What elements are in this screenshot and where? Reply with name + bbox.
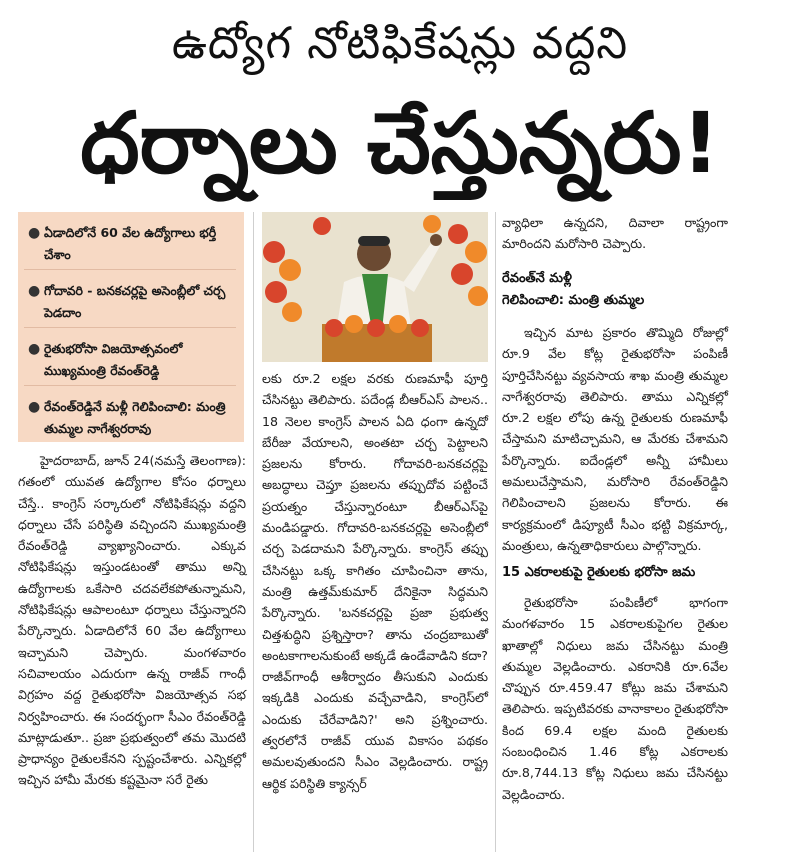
- subheading-tummala: [502, 268, 728, 312]
- headline-main: ధర్నాలు చేస్తున్నరు!: [80, 94, 720, 192]
- cm-speaking-illustration: [262, 212, 488, 362]
- podium-flowers: [322, 315, 432, 362]
- article-paragraph: లకు రూ.2 లక్షల వరకు రుణమాఫీ పూర్తి చేసినట్టు తెలిపారు. పదేండ్ల బీఆర్ఎస్ పాలన.. 18 నెలల కాంగ్రెస్ పాలన ఏది ధంగా ఉన్నదో బేరీజు వేయాలని, అంతటా చర్చ పెట్టాలని ప్రజలను కోరారు. గోదావరి-బనకచర్లపై అబద్ధాలు చెప్తూ ప్రజలను తప్పుదోవ పట్టించే ప్రయత్నం చేస్తున్నారంటూ బీఆర్ఎస్‌పై మండిపడ్డారు. గోదావరి-బనకచర్లపై అసెంబ్లీలో చర్చ పెడదామని పేర్కొన్నారు. కాంగ్రెస్ తప్పు చేసినట్టు ఒక్క కాగితం చూపించినా తాను, మంత్రి ఉత్తమ్‌కుమార్ దేనికైనా సిద్ధమని పేర్కొన్నారు. 'బనకచర్లపై ప్రజా ప్రభుత్వ చిత్తశుద్ధిని ప్రశ్నిస్తారా? తాను చంద్రబాబుతో అంటకాగాలనుకుంటే అక్కడే ఉండేవాడిని కదా? రాజీవ్‌గాంధీ ఆశీర్వాదం తీసుకుని ఎందుకు ఇక్కడికి ఎందుకు వచ్చేవాడిని, కాంగ్రెస్‌లో ఎందుకు చేరేవాడిని?' అని ప్రశ్నించారు. త్వరలోనే రాజీవ్ యువ వికాసం పథకం అమలవుతుందని సీఎం వెల్లడించారు. రాష్ట్ర ఆర్థిక పరిస్థితి క్యాన్సర్: [262, 371, 488, 791]
- column-divider: [253, 212, 254, 852]
- highlight-item: [24, 396, 236, 443]
- highlight-text: ఏడాదిలోనే 60 వేల ఉద్యోగాలు భర్తీ చేశాం: [44, 225, 217, 262]
- bullet-icon: ●: [28, 341, 41, 357]
- news-photo: [262, 212, 488, 362]
- highlight-item: [24, 222, 236, 270]
- bullet-icon: ●: [28, 225, 41, 241]
- article-paragraph: హైదరాబాద్, జూన్ 24(నమస్తే తెలంగాణ): గతంలో యువత ఉద్యోగాల కోసం ధర్నాలు చేస్తే.. కాంగ్రెస్ సర్కారులో నోటిఫికేషన్లు వద్దని ధర్నాలు చేసే పరిస్థితి వచ్చిందని ముఖ్యమంత్రి రేవంత్‌రెడ్డి వ్యాఖ్యానించారు. ఎక్కువ నోటిఫికేషన్లు ఇస్తుండటంతో తాము అన్ని ఉద్యోగాలకు ఒకేసారి చదవలేకపోతున్నామని, నోటిఫికేషన్లు ఆపాలంటూ ధర్నాలు చేస్తున్నారని పేర్కొన్నారు. ఏడాదిలోనే 60 వేల ఉద్యోగాలు ఇచ్చామని చెప్పారు. మంగళవారం సచివాలయం ఎదురుగా ఉన్న రాజీవ్ గాంధీ విగ్రహం వద్ద రైతుభరోసా విజయోత్సవ సభ నిర్వహించారు. ఈ సందర్భంగా సీఎం రేవంత్‌రెడ్డి మాట్లాడుతూ.. ప్రజా ప్రభుత్వంలో తమ మొదటి ప్రాధాన్యం రైతులకేనని స్పష్టంచేశారు. ఎన్నికల్లో ఇచ్చిన హామీ మేరకు కష్టమైనా సరే రైతు: [18, 453, 246, 788]
- article-paragraph: వ్యాధిలా ఉన్నదని, దివాలా రాష్ట్రంగా మారిందని మరోసారి చెప్పారు.: [502, 215, 728, 252]
- highlight-text: రైతుభరోసా విజయోత్సవంలో ముఖ్యమంత్రి రేవంత్‌రెడ్డి: [44, 341, 183, 378]
- highlight-item: [24, 338, 236, 386]
- article-column-1: [18, 450, 246, 791]
- article-paragraph: ఇచ్చిన మాట ప్రకారం తొమ్మిది రోజుల్లో రూ.9 వేల కోట్ల రైతుభరోసా పంపిణీ పూర్తిచేసినట్టు వ్యవసాయ శాఖ మంత్రి తుమ్మల నాగేశ్వరరావు తెలిపారు. తాము ఎన్నికల్లో రూ.2 లక్షల లోపు ఉన్న రైతులకు రుణమాఫీ చేస్తామని మాటిచ్చామని, ఆ మేరకు చేశామని పేర్కొన్నారు. ఐదేండ్లలో అన్నీ హామీలు అమలుచేస్తామని, మరోసారి రేవంత్‌రెడ్డిని గెలిపించాలని ప్రజలను కోరారు. ఈ కార్యక్రమంలో డిప్యూటీ సీఎం భట్టి విక్రమార్క, మంత్రులు, ఉన్నతాధికారులు పాల్గొన్నారు.: [502, 325, 728, 553]
- article-column-3-top: [502, 212, 728, 255]
- highlight-text: గోదావరి - బనకచర్లపై అసెంబ్లీలో చర్చ పెడదాం: [44, 283, 226, 320]
- highlights-box: [18, 212, 244, 442]
- highlight-text: రేవంత్‌రెడ్డినే మళ్లీ గెలిపించాలి: మంత్రి తుమ్మల నాగేశ్వరరావు: [44, 399, 226, 436]
- highlight-item: [24, 280, 236, 328]
- subheading-rythu-bharosa: 15 ఎకరాలకుపై రైతులకు భరోసా జమ: [502, 565, 696, 580]
- subheading-line: రేవంత్‌నే మళ్లీ: [502, 271, 572, 286]
- subheading-line: గెలిపించాలి: మంత్రి తుమ్మల: [502, 293, 645, 308]
- headline-kicker: ఉద్యోగ నోటిఫికేషన్లు వద్దని: [171, 18, 629, 69]
- column-divider: [495, 212, 496, 852]
- article-column-3-bottom: [502, 592, 728, 805]
- article-paragraph: రైతుభరోసా పంపిణీలో భాగంగా మంగళవారం 15 ఎకరాలకుపైగల రైతుల ఖాతాల్లో నిధులు జమ చేసినట్టు మంత్రి తుమ్మల వెల్లడించారు. ఎకరానికి రూ.6వేల చొప్పున రూ.459.47 కోట్లు జమ చేశామని తెలిపారు. ఇప్పటివరకు వానాకాలం రైతుభరోసా కింద 69.4 లక్షల మంది రైతులకు సంబంధించిన 1.46 కోట్ల ఎకరాలకు రూ.8,744.13 కోట్ల నిధులు జమ చేసినట్టు వెల్లడించారు.: [502, 595, 728, 802]
- article-column-3-middle: [502, 322, 728, 556]
- bullet-icon: ●: [28, 399, 41, 415]
- article-column-2: [262, 368, 488, 794]
- bullet-icon: ●: [28, 283, 41, 299]
